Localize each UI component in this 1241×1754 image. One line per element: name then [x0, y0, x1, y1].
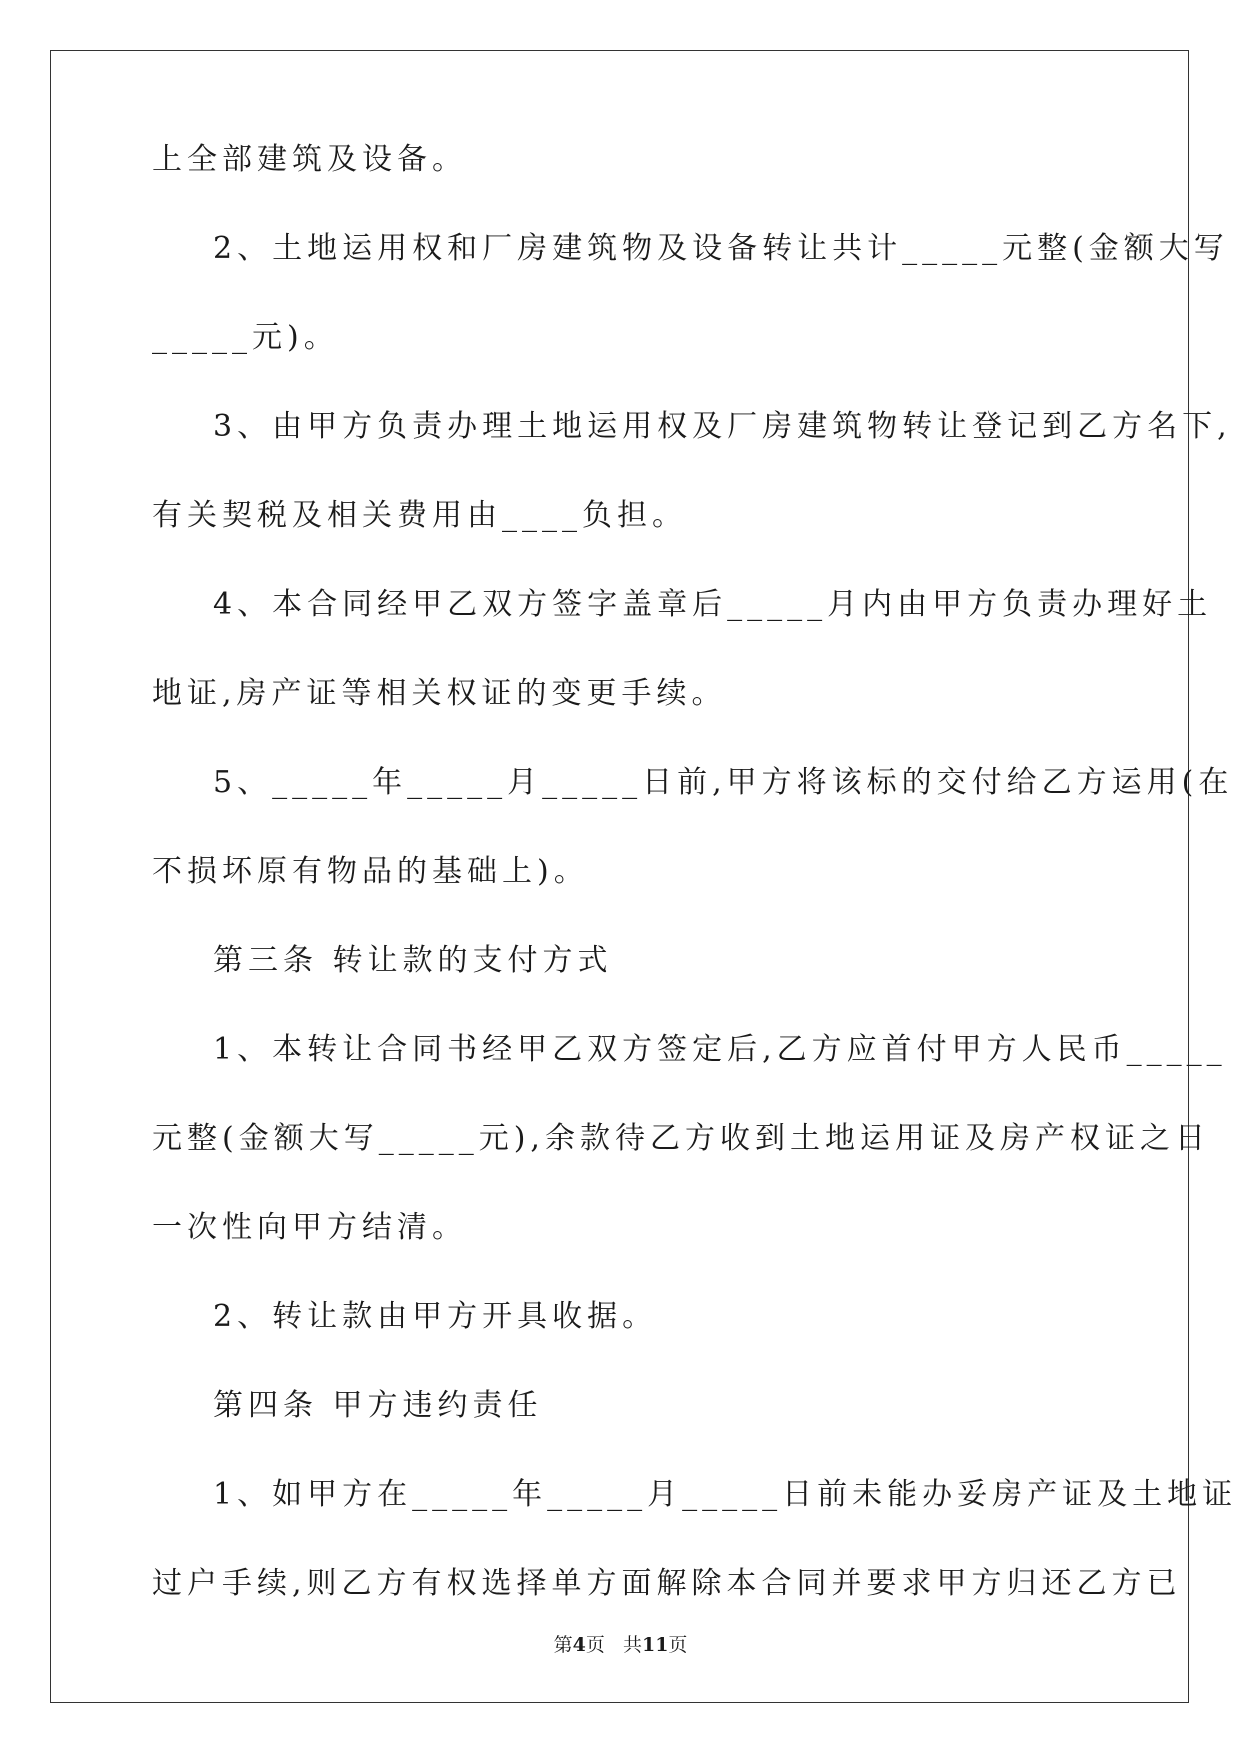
page-footer — [0, 1633, 1241, 1657]
footer-total-suffix: 页 — [668, 1634, 688, 1656]
text-line: 4、本合同经甲乙双方签字盖章后_____月内由甲方负责办理好土 — [213, 587, 1213, 622]
section-heading: 第三条 转让款的支付方式 — [213, 943, 613, 978]
text-line: 不损坏原有物品的基础上)。 — [152, 854, 589, 889]
section-heading: 第四条 甲方违约责任 — [213, 1388, 543, 1423]
text-line: _____元)。 — [152, 320, 339, 355]
text-line: 5、_____年_____月_____日前,甲方将该标的交付给乙方运用(在 — [213, 765, 1234, 800]
text-line: 2、转让款由甲方开具收据。 — [213, 1299, 658, 1334]
text-line: 地证,房产证等相关权证的变更手续。 — [152, 676, 727, 711]
text-line: 1、本转让合同书经甲乙双方签定后,乙方应首付甲方人民币_____ — [213, 1032, 1227, 1067]
text-line: 1、如甲方在_____年_____月_____日前未能办妥房产证及土地证 — [213, 1477, 1238, 1512]
footer-total-prefix: 共 — [622, 1634, 642, 1656]
text-line: 过户手续,则乙方有权选择单方面解除本合同并要求甲方归还乙方已 — [152, 1566, 1182, 1601]
text-line: 2、土地运用权和厂房建筑物及设备转让共计_____元整(金额大写 — [213, 231, 1229, 266]
text-line: 有关契税及相关费用由____负担。 — [152, 498, 687, 533]
text-line: 上全部建筑及设备。 — [152, 142, 467, 177]
footer-page-number: 4 — [572, 1634, 586, 1656]
text-line: 元整(金额大写_____元),余款待乙方收到土地运用证及房产权证之日 — [152, 1121, 1210, 1156]
footer-page-prefix: 第 — [553, 1634, 573, 1656]
footer-total-pages: 11 — [641, 1634, 669, 1656]
text-line: 一次性向甲方结清。 — [152, 1210, 467, 1245]
text-line: 3、由甲方负责办理土地运用权及厂房建筑物转让登记到乙方名下, — [213, 409, 1232, 444]
footer-page-suffix: 页 — [585, 1634, 605, 1656]
